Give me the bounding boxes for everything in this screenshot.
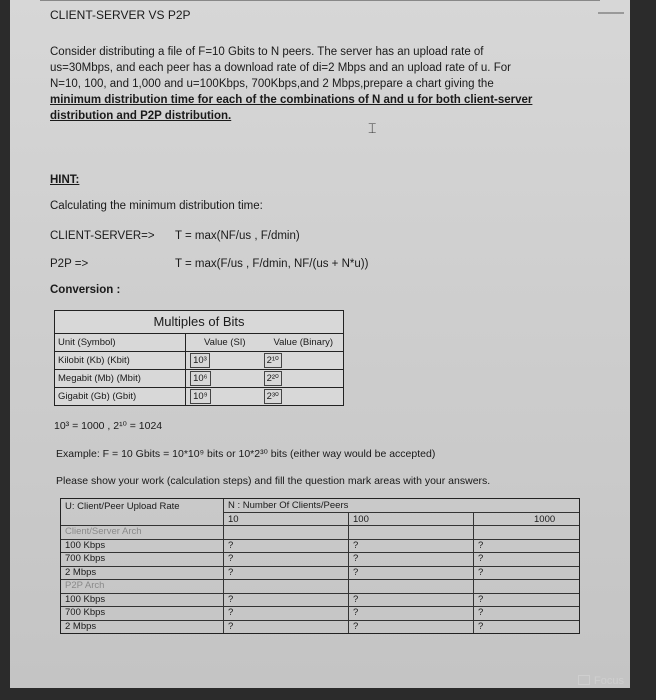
answer-cell[interactable]: ?	[478, 539, 484, 551]
answer-cell[interactable]: ?	[478, 566, 484, 578]
n-value-100: 100	[349, 513, 474, 526]
problem-statement	[50, 44, 570, 124]
bits-binary: 2¹⁰	[264, 353, 282, 368]
bits-unit: Megabit (Mb) (Mbit)	[55, 370, 186, 387]
answer-cell[interactable]: ?	[349, 567, 474, 580]
bits-header-si: Value (SI)	[204, 337, 246, 348]
rate-cell: 700 Kbps	[61, 553, 224, 566]
answer-cell[interactable]: ?	[224, 621, 349, 634]
table-row	[55, 352, 343, 370]
section-row-client-server	[61, 526, 579, 540]
answer-cell[interactable]: ?	[224, 594, 349, 607]
bits-table-title: Multiples of Bits	[55, 311, 343, 334]
powers-note: 10³ = 1000 , 2¹⁰ = 1024	[54, 420, 163, 432]
bits-header-binary: Value (Binary)	[273, 337, 334, 348]
answer-cell[interactable]: ?	[224, 553, 349, 566]
focus-button[interactable]	[578, 672, 648, 690]
answer-cell[interactable]: ?	[349, 540, 474, 553]
answer-cell[interactable]: ?	[349, 621, 474, 634]
answer-cell[interactable]: ?	[349, 607, 474, 620]
focus-label: Focus	[594, 675, 624, 687]
table-row	[55, 388, 343, 405]
answer-cell[interactable]: ?	[224, 567, 349, 580]
bits-binary: 2²⁰	[264, 371, 282, 386]
n-value-10: 10	[224, 513, 349, 526]
table-row	[55, 370, 343, 388]
example-text: Example: F = 10 Gbits = 10*10⁹ bits or 10*2³⁰ bits (either way would be accepted)	[56, 448, 436, 460]
bits-si: 10³	[190, 353, 210, 368]
results-table	[60, 498, 580, 634]
document-page	[10, 0, 630, 688]
focus-icon	[578, 675, 590, 685]
section-row-p2p	[61, 580, 579, 594]
hint-heading: HINT:	[50, 174, 80, 186]
answer-cell[interactable]: ?	[349, 594, 474, 607]
rate-cell: 2 Mbps	[61, 567, 224, 580]
p2p-formula: T = max(F/us , F/dmin, NF/(us + N*u))	[175, 258, 369, 270]
n-header: N : Number Of Clients/Peers	[224, 499, 579, 513]
bits-si: 10⁹	[190, 389, 211, 404]
hint-calc-text: Calculating the minimum distribution time:	[50, 200, 263, 212]
bits-binary: 2³⁰	[264, 389, 282, 404]
instructions-text: Please show your work (calculation steps) and fill the question mark areas with your answers.	[56, 475, 491, 487]
answer-cell[interactable]: ?	[224, 540, 349, 553]
upload-rate-header: U: Client/Peer Upload Rate	[61, 499, 224, 525]
page-title: CLIENT-SERVER VS P2P	[50, 8, 191, 22]
corner-mark	[598, 12, 624, 14]
answer-cell[interactable]: ?	[224, 607, 349, 620]
conversion-heading: Conversion :	[50, 284, 121, 296]
table-row	[61, 607, 579, 621]
bits-unit: Gigabit (Gb) (Gbit)	[55, 388, 186, 405]
table-row	[61, 540, 579, 554]
answer-cell[interactable]: ?	[349, 553, 474, 566]
bits-si: 10⁶	[190, 371, 210, 386]
rate-cell: 100 Kbps	[61, 540, 224, 553]
bits-table	[54, 310, 344, 406]
client-server-formula: T = max(NF/us , F/dmin)	[175, 230, 300, 242]
section-label: P2P Arch	[61, 580, 224, 593]
table-row	[61, 567, 579, 581]
text-cursor-icon: ⌶	[368, 120, 377, 136]
n-value-1000: 1000	[534, 514, 556, 525]
table-row	[61, 621, 579, 634]
client-server-label: CLIENT-SERVER=>	[50, 230, 155, 242]
intro-line-1: Consider distributing a file of F=10 Gbits to N peers. The server has an upload rate of	[50, 46, 484, 58]
p2p-label: P2P =>	[50, 258, 89, 270]
bits-unit: Kilobit (Kb) (Kbit)	[55, 352, 186, 369]
rate-cell: 100 Kbps	[61, 594, 224, 607]
intro-line-4: minimum distribution time for each of the combinations of N and u for both client-server	[50, 94, 533, 106]
section-label: Client/Server Arch	[61, 526, 224, 539]
rate-cell: 2 Mbps	[61, 621, 224, 634]
answer-cell[interactable]: ?	[478, 607, 484, 618]
results-header-row	[61, 499, 579, 526]
bits-header-unit: Unit (Symbol)	[55, 334, 186, 351]
table-row	[61, 553, 579, 567]
rate-cell: 700 Kbps	[61, 607, 224, 620]
intro-line-5: distribution and P2P distribution.	[50, 110, 232, 122]
answer-cell[interactable]: ?	[478, 620, 484, 632]
intro-line-3: N=10, 100, and 1,000 and u=100Kbps, 700Kbps,and 2 Mbps,prepare a chart giving the	[50, 78, 494, 90]
table-row	[61, 594, 579, 608]
answer-cell[interactable]: ?	[478, 553, 484, 564]
bits-table-header-row	[55, 334, 343, 352]
answer-cell[interactable]: ?	[478, 593, 484, 605]
top-divider	[40, 0, 600, 1]
intro-line-2: us=30Mbps, and each peer has a download rate of di=2 Mbps and an upload rate of u. For	[50, 62, 511, 74]
